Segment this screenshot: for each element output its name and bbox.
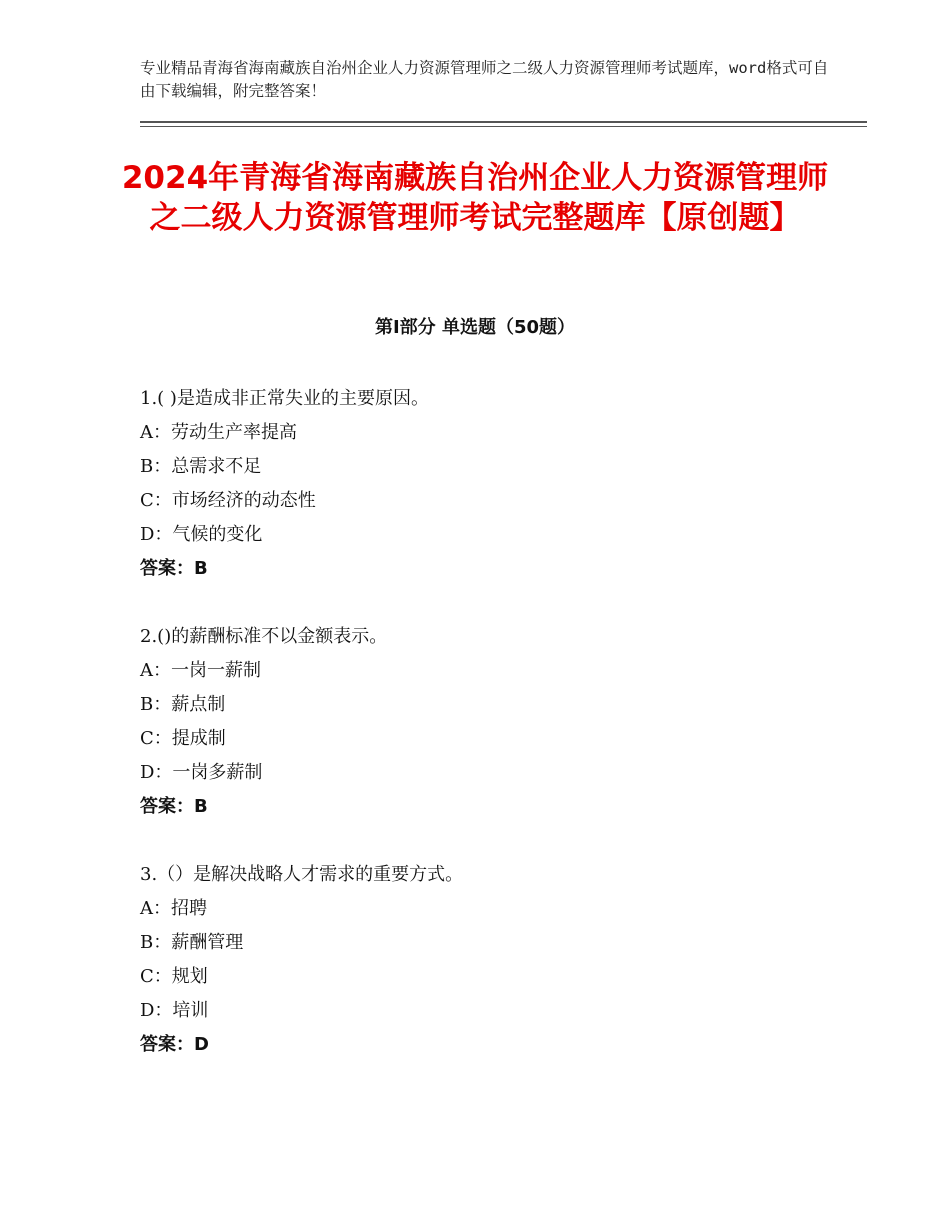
header-divider-thick: [140, 121, 867, 123]
question-3: [140, 858, 840, 1062]
option-d: D：一岗多薪制: [140, 762, 263, 783]
option-b: B：薪点制: [140, 694, 226, 715]
answer: 答案：B: [140, 558, 208, 579]
section-title: 第Ⅰ部分 单选题（50题）: [374, 317, 575, 338]
option-d: D：培训: [140, 1000, 209, 1021]
question-stem: 3.（）是解决战略人才需求的重要方式。: [140, 864, 464, 885]
question-1: [140, 382, 840, 586]
option-c: C：提成制: [140, 728, 226, 749]
option-d: D：气候的变化: [140, 524, 263, 545]
option-a: A：招聘: [140, 898, 207, 919]
option-a: A：劳动生产率提高: [140, 422, 297, 443]
option-a: A：一岗一薪制: [140, 660, 261, 681]
option-b: B：薪酬管理: [140, 932, 244, 953]
question-stem: 1.( )是造成非正常失业的主要原因。: [140, 388, 429, 409]
option-c: C：规划: [140, 966, 208, 987]
answer: 答案：B: [140, 796, 208, 817]
header-note: 专业精品青海省海南藏族自治州企业人力资源管理师之二级人力资源管理师考试题库，word格式可自由下载编辑，附完整答案！: [140, 59, 829, 100]
question-list: [140, 382, 840, 1096]
question-2: [140, 620, 840, 824]
option-c: C：市场经济的动态性: [140, 490, 316, 511]
option-b: B：总需求不足: [140, 456, 262, 477]
question-stem: 2.()的薪酬标准不以金额表示。: [140, 626, 388, 647]
header-divider-thin: [140, 126, 867, 127]
answer: 答案：D: [140, 1034, 209, 1055]
document-title: 2024年青海省海南藏族自治州企业人力资源管理师之二级人力资源管理师考试完整题库【原创题】: [121, 160, 829, 236]
